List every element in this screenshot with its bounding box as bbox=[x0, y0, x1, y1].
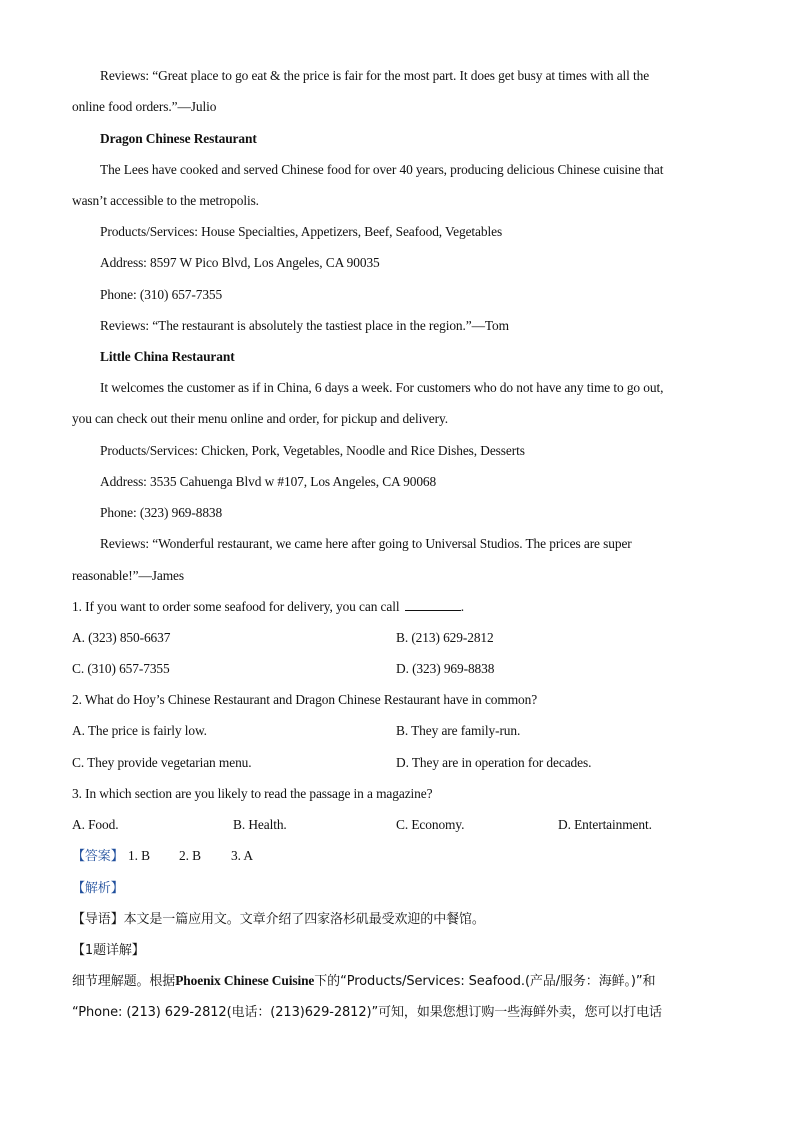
question-2-stem: 2. What do Hoy’s Chinese Restaurant and Dragon Chinese Restaurant have in common? bbox=[72, 692, 538, 707]
q1-detail-line1 bbox=[72, 972, 655, 991]
guide-line bbox=[72, 910, 485, 929]
question-3-stem: 3. In which section are you likely to read the passage in a magazine? bbox=[72, 786, 433, 801]
question-2-option-b: B. They are family-run. bbox=[396, 723, 521, 738]
question-2-option-a: A. The price is fairly low. bbox=[72, 723, 207, 738]
question-3-option-b: B. Health. bbox=[233, 817, 287, 832]
hoy-review-line1: Reviews: “Great place to go eat & the price is fair for the most part. It does get busy at times with all the bbox=[100, 68, 650, 83]
hoy-review-line2: online food orders.”—Julio bbox=[72, 99, 217, 114]
little-china-review-line1: Reviews: “Wonderful restaurant, we came here after going to Universal Studios. The prices are super bbox=[100, 536, 632, 551]
question-stem-end: . bbox=[460, 599, 464, 614]
dragon-title: Dragon Chinese Restaurant bbox=[100, 131, 257, 146]
question-1-stem bbox=[72, 598, 464, 616]
question-2-option-c: C. They provide vegetarian menu. bbox=[72, 755, 252, 770]
answer-2: 2. B bbox=[179, 848, 201, 863]
question-2-option-d: D. They are in operation for decades. bbox=[396, 755, 592, 770]
question-3-option-d: D. Entertainment. bbox=[558, 817, 652, 832]
question-stem-text: 1. If you want to order some seafood for delivery, you can call bbox=[72, 599, 400, 614]
dragon-products: Products/Services: House Specialties, Appetizers, Beef, Seafood, Vegetables bbox=[100, 224, 503, 239]
question-3-option-c: C. Economy. bbox=[396, 817, 465, 832]
dragon-address: Address: 8597 W Pico Blvd, Los Angeles, CA 90035 bbox=[100, 255, 380, 270]
question-1-option-d: D. (323) 969-8838 bbox=[396, 661, 495, 676]
analysis-label bbox=[72, 879, 124, 898]
guide-label: 【导语】 bbox=[72, 912, 124, 927]
question-1-option-a: A. (323) 850-6637 bbox=[72, 630, 171, 645]
dragon-phone: Phone: (310) 657-7355 bbox=[100, 287, 223, 302]
little-china-products: Products/Services: Chicken, Pork, Vegetables, Noodle and Rice Dishes, Desserts bbox=[100, 443, 525, 458]
dragon-desc-line1: The Lees have cooked and served Chinese food for over 40 years, producing delicious Chinese cuisine that bbox=[100, 162, 664, 177]
q1-detail-suffix: 下的“Products/Services: Seafood.(产品/服务：海鲜。)”和 bbox=[314, 974, 656, 989]
little-china-address: Address: 3535 Cahuenga Blvd w #107, Los Angeles, CA 90068 bbox=[100, 474, 437, 489]
guide-text: 本文是一篇应用文。文章介绍了四家洛杉矶最受欢迎的中餐馆。 bbox=[123, 912, 485, 927]
answer-3: 3. A bbox=[231, 848, 253, 863]
answers-label: 【答案】 bbox=[72, 849, 124, 864]
question-3-option-a: A. Food. bbox=[72, 817, 119, 832]
little-china-phone: Phone: (323) 969-8838 bbox=[100, 505, 223, 520]
answers-line bbox=[72, 847, 124, 866]
answer-blank bbox=[405, 598, 461, 611]
q1-detail-restaurant: Phoenix Chinese Cuisine bbox=[175, 973, 315, 988]
q1-detail-label bbox=[72, 941, 145, 960]
q1-detail-label-text: 【1题详解】 bbox=[72, 943, 145, 958]
little-china-title: Little China Restaurant bbox=[100, 349, 235, 364]
little-china-desc-line2: you can check out their menu online and order, for pickup and delivery. bbox=[72, 411, 448, 426]
answer-1: 1. B bbox=[128, 848, 150, 863]
dragon-desc-line2: wasn’t accessible to the metropolis. bbox=[72, 193, 259, 208]
q1-detail-prefix: 细节理解题。根据 bbox=[72, 974, 176, 989]
question-1-option-b: B. (213) 629-2812 bbox=[396, 630, 494, 645]
question-1-option-c: C. (310) 657-7355 bbox=[72, 661, 170, 676]
dragon-review: Reviews: “The restaurant is absolutely the tastiest place in the region.”—Tom bbox=[100, 318, 509, 333]
q1-detail-line2: “Phone: (213) 629-2812(电话：(213)629-2812)”可知，如果您想订购一些海鲜外卖，您可以打电话 bbox=[72, 1005, 662, 1020]
little-china-desc-line1: It welcomes the customer as if in China, 6 days a week. For customers who do not have any time to go out, bbox=[100, 380, 664, 395]
little-china-review-line2: reasonable!”—James bbox=[72, 568, 184, 583]
analysis-label-text: 【解析】 bbox=[72, 881, 124, 896]
